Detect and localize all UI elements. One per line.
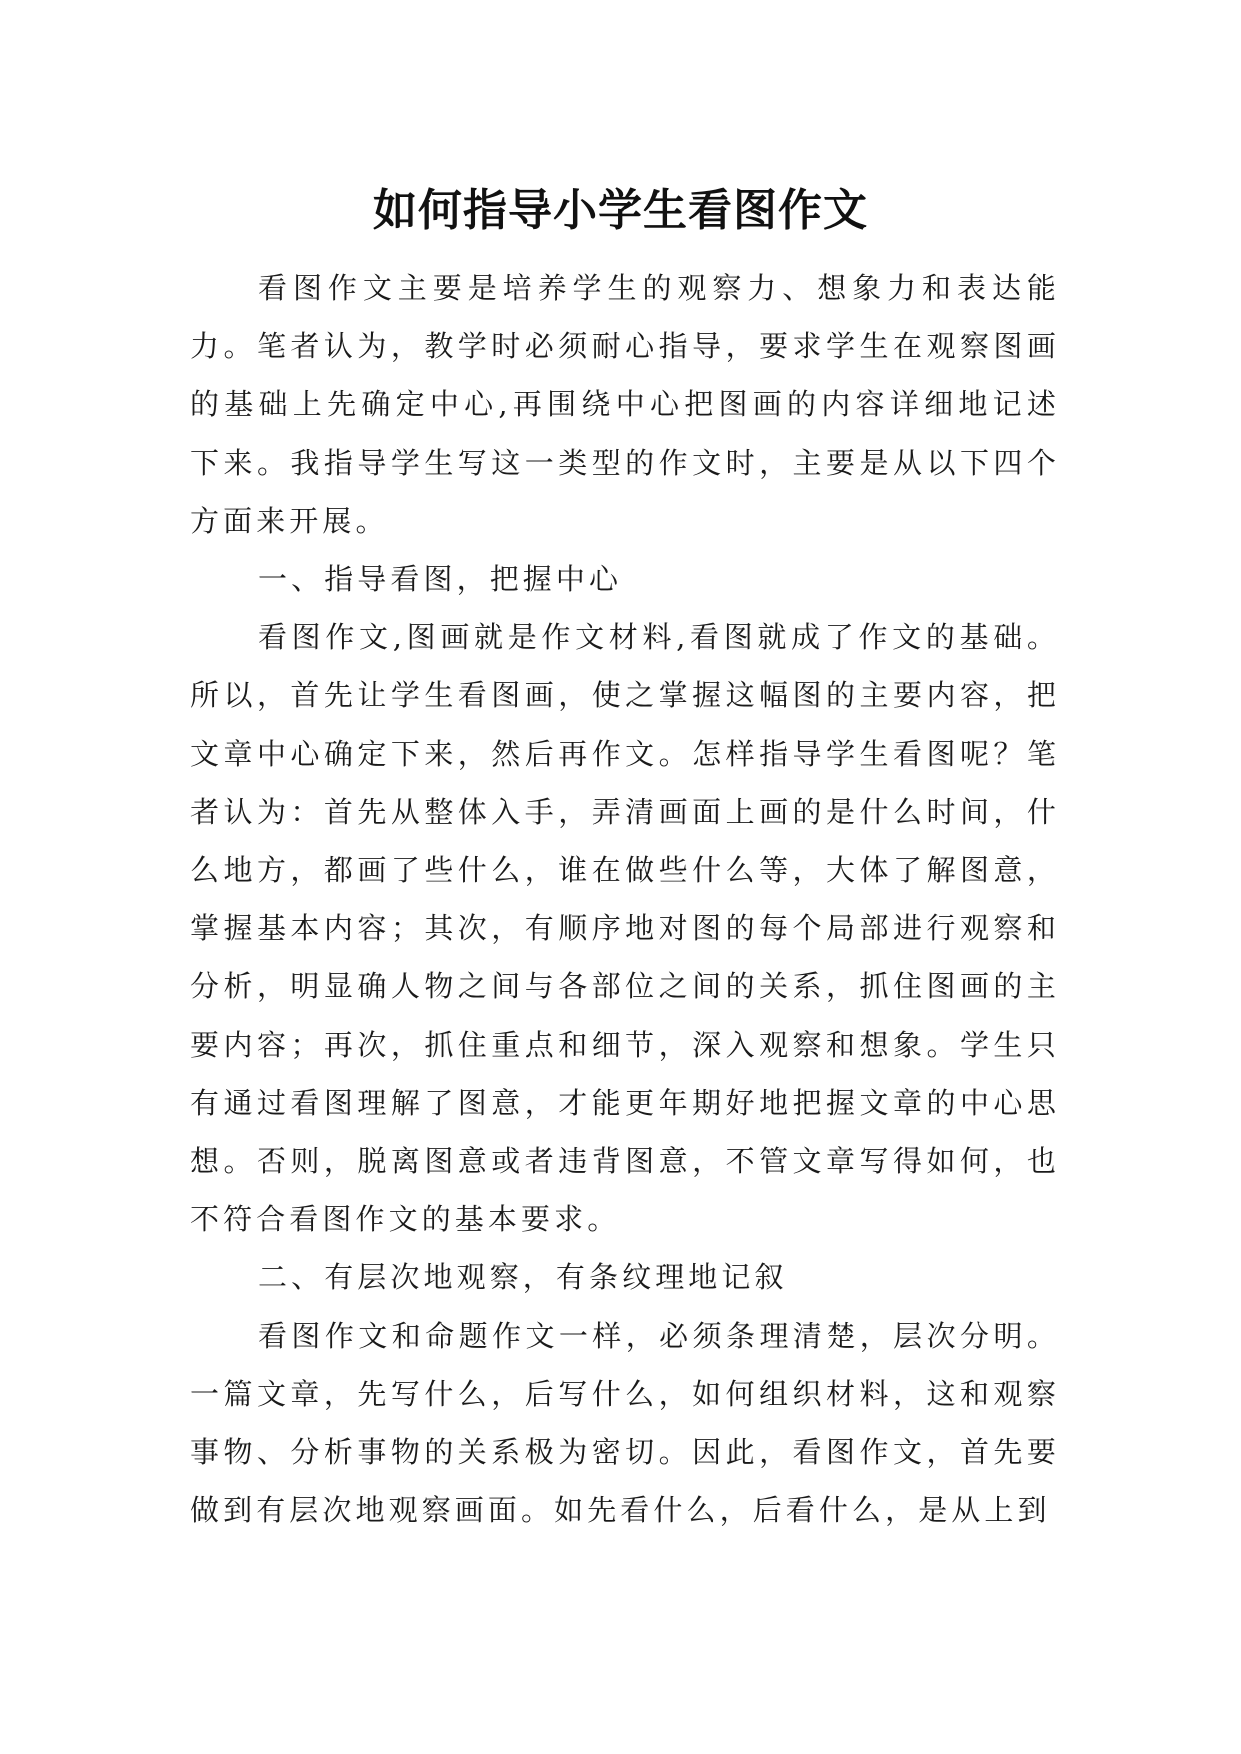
document-title: 如何指导小学生看图作文 xyxy=(373,185,868,237)
paragraph-section-1: 看图作文,图画就是作文材料,看图就成了作文的基础。所以，首先让学生看图画，使之掌握这幅图的主要内容，把文章中心确定下来，然后再作文。怎样指导学生看图呢？笔者认为：首先从整体入手，弄清画面上画的是什么时间，什么地方，都画了些什么，谁在做些什么等，大体了解图意，掌握基本内容；其次，有顺序地对图的每个局部进行观察和分析，明显确人物之间与各部位之间的关系，抓住图画的主要内容；再次，抓住重点和细节，深入观察和想象。学生只有通过看图理解了图意，才能更年期好地把握文章的中心思想。否则，脱离图意或者违背图意，不管文章写得如何，也不符合看图作文的基本要求。 xyxy=(190,620,1060,1237)
section-heading-2: 二、有层次地观察，有条纹理地记叙 xyxy=(258,1260,788,1295)
section-heading-1: 一、指导看图，把握中心 xyxy=(258,562,623,597)
document-body xyxy=(190,259,1060,1539)
paragraph-intro: 看图作文主要是培养学生的观察力、想象力和表达能力。笔者认为，教学时必须耐心指导，要求学生在观察图画的基础上先确定中心,再围绕中心把图画的内容详细地记述下来。我指导学生写这一类型的作文时，主要是从以下四个方面来开展。 xyxy=(190,271,1060,538)
paragraph-section-2: 看图作文和命题作文一样，必须条理清楚，层次分明。一篇文章，先写什么，后写什么，如何组织材料，这和观察事物、分析事物的关系极为密切。因此，看图作文，首先要做到有层次地观察画面。如先看什么，后看什么，是从上到 xyxy=(190,1318,1060,1528)
